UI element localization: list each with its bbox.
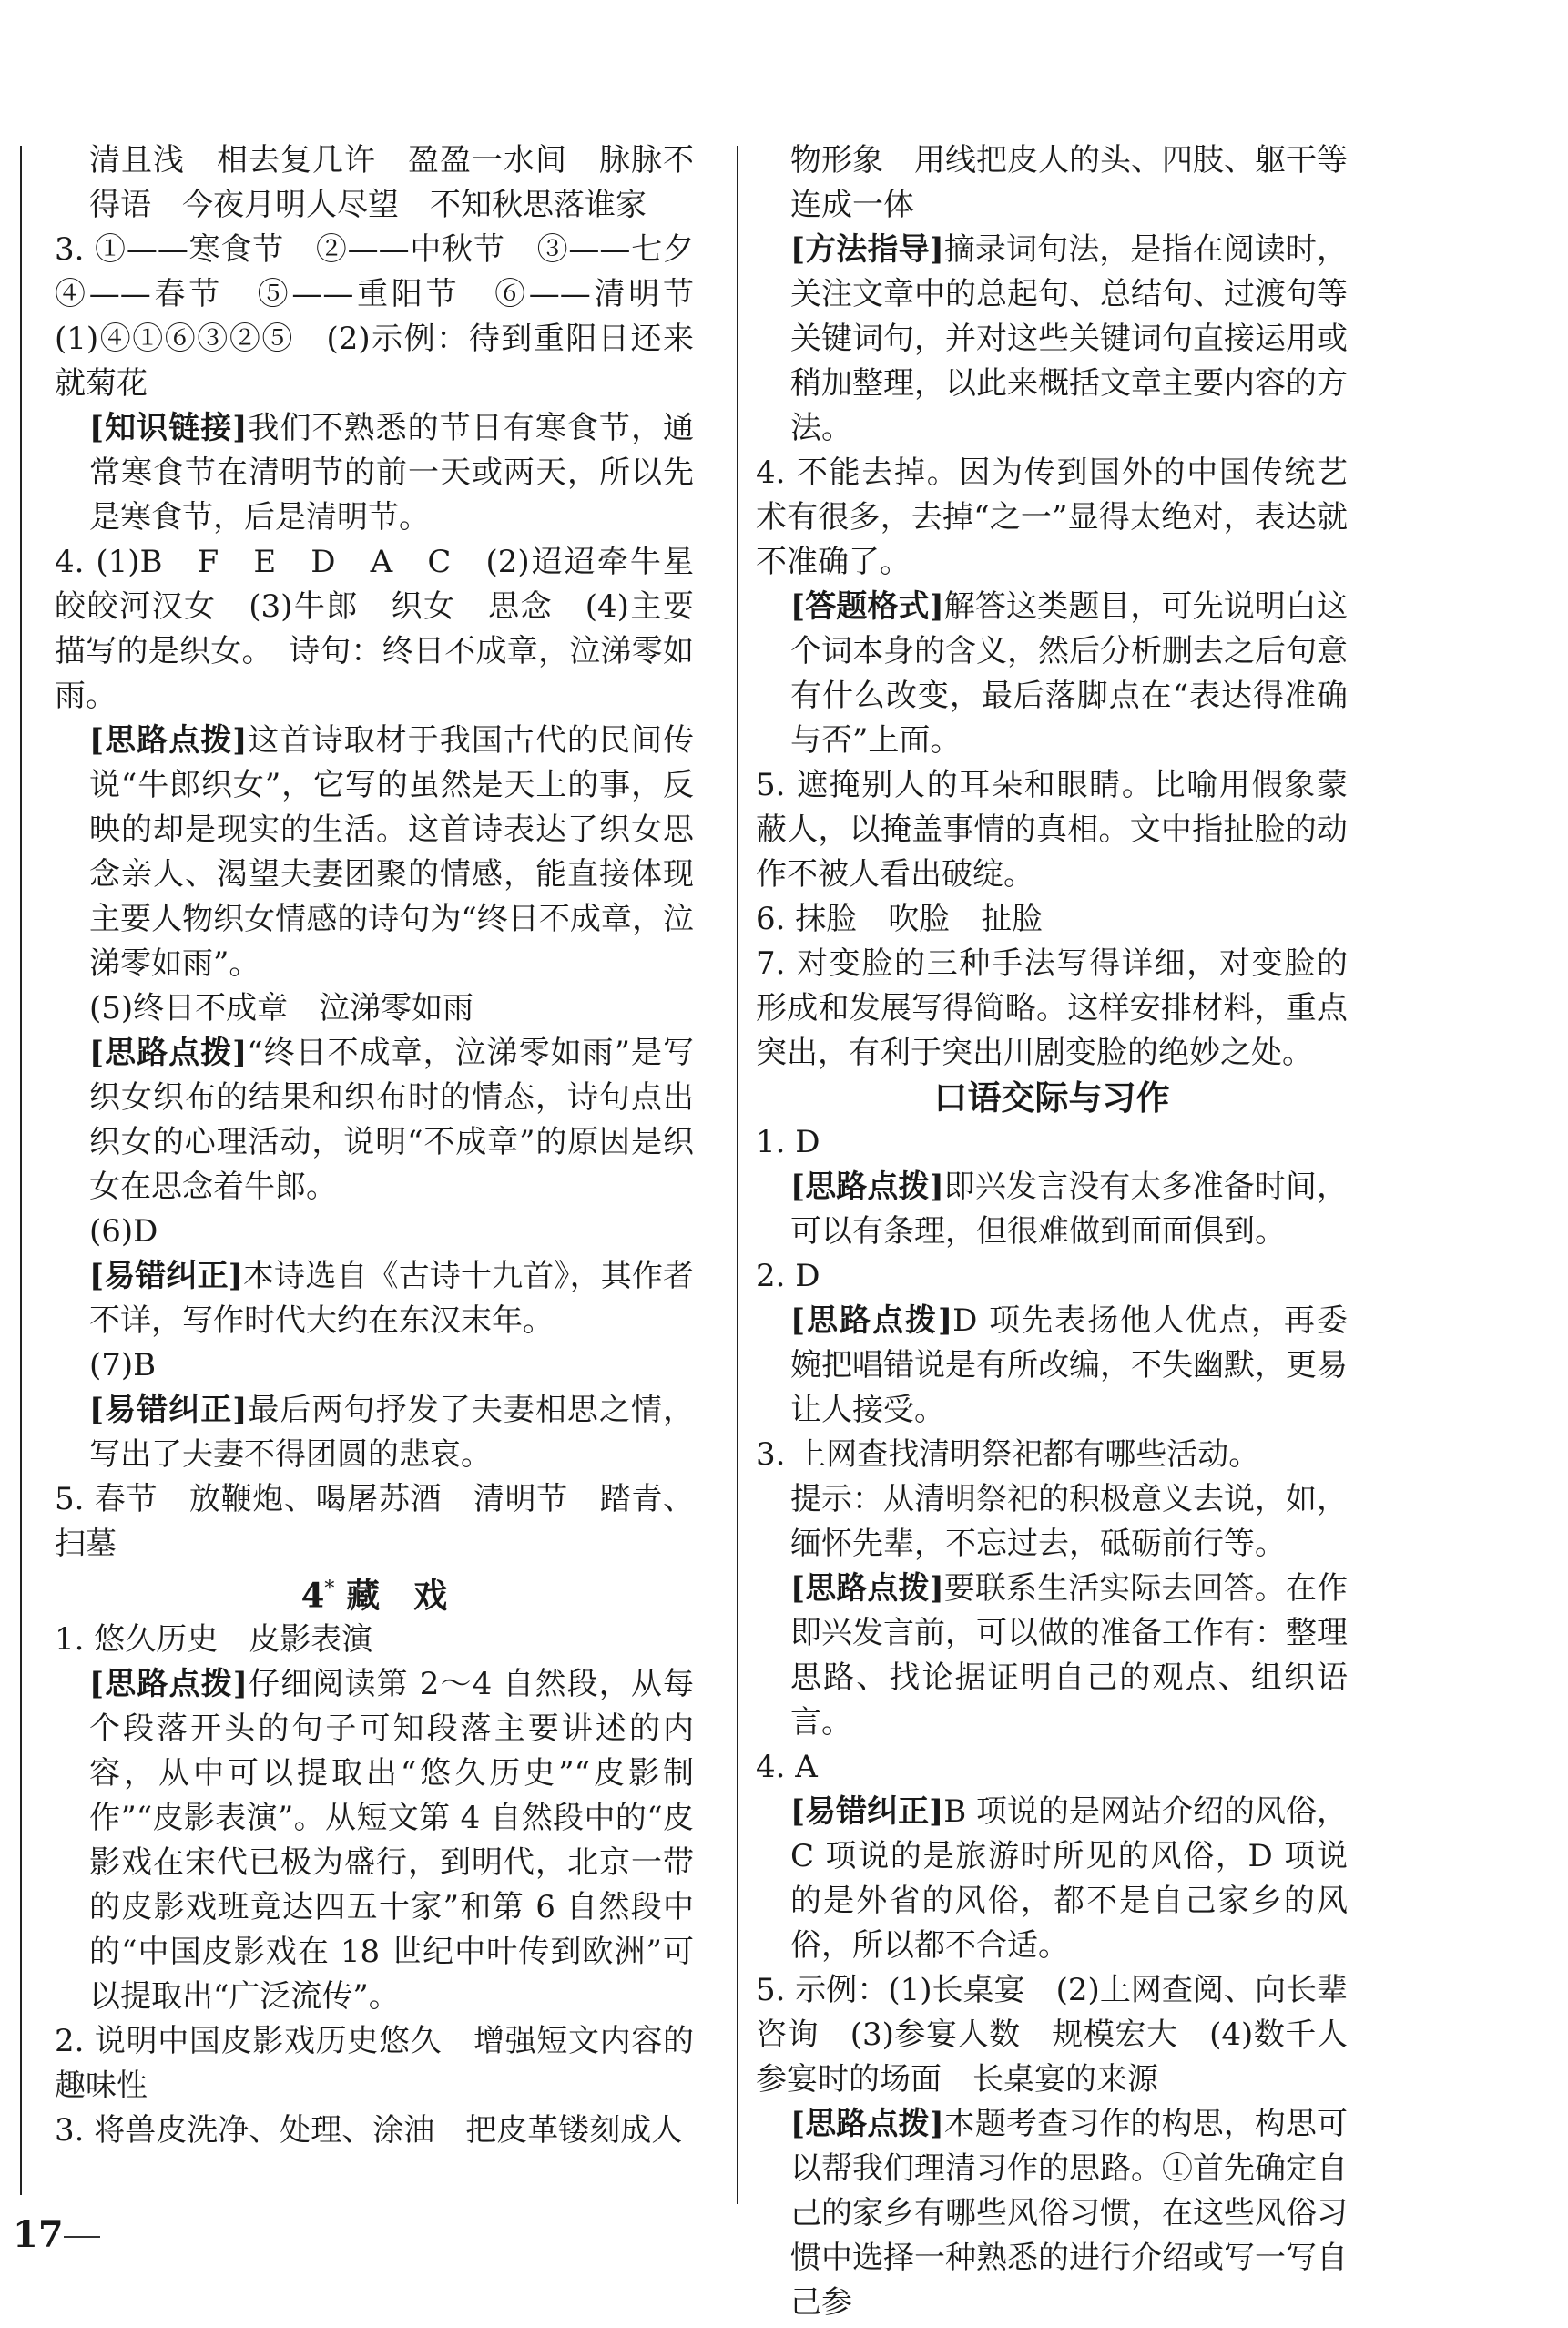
paragraph-text: 这首诗取材于我国古代的民间传说“牛郎织女”，它写的虽然是天上的事，反映的却是现实的生活。这首诗表达了织女思念亲人、渴望夫妻团聚的情感，能直接体现主要人物织女情感的诗句为“终日不成章，泣涕零如雨”。 — [89, 722, 694, 982]
paragraph-text: 最后两句抒发了夫妻相思之情，写出了夫妻不得团圆的悲哀。 — [89, 1392, 694, 1473]
section-title: 口语交际与习作 — [933, 1077, 1170, 1118]
paragraph-text: 3. 上网查找清明祭祀都有哪些活动。 — [756, 1436, 1260, 1473]
note-tag: [思路点拨] — [89, 722, 248, 759]
column-divider — [737, 146, 738, 2204]
paragraph-text: (7)B — [89, 1347, 157, 1384]
answer-item — [55, 540, 725, 719]
answer-item — [756, 763, 1348, 897]
answer-item — [756, 1968, 1348, 2102]
answer-item — [55, 986, 694, 1031]
explanation-paragraph — [756, 2102, 1348, 2325]
note-tag: [思路点拨] — [790, 1169, 944, 1205]
paragraph-text: 3. 将兽皮洗净、处理、涂油 把皮革镂刻成人 — [55, 2112, 683, 2149]
note-tag: [思路点拨] — [89, 1035, 248, 1071]
paragraph-text: (6)D — [89, 1213, 158, 1250]
paragraph-text: 7. 对变脸的三种手法写得详细，对变脸的形成和发展写得简略。这样安排材料，重点突出，有利于突出川剧变脸的绝妙之处。 — [756, 945, 1348, 1071]
answer-item — [55, 2108, 694, 2153]
paragraph-text: (5)终日不成章 泣涕零如雨 — [89, 990, 474, 1026]
answer-item — [55, 138, 694, 228]
note-tag: [思路点拨] — [89, 1666, 248, 1703]
note-tag: [知识链接] — [89, 410, 248, 446]
paragraph-text: 仔细阅读第 2～4 自然段，从每个段落开头的句子可知段落主要讲述的内容，从中可以提取出“悠久历史”“皮影制作”“皮影表演”。从短文第 4 自然段中的“皮影戏在宋代已极为盛行，到明代，北京一带的皮影戏班竟达四五十家”和第 6 自然段中的“中国皮影戏在 18 世纪中叶传到欧洲”可以提取出“广泛流传”。 — [89, 1666, 694, 2016]
answer-item — [756, 942, 1348, 1076]
note-tag: [易错纠正] — [790, 1793, 944, 1830]
paragraph-text: 5. 春节 放鞭炮、喝屠苏酒 清明节 踏青、扫墓 — [55, 1481, 694, 1562]
paragraph-text: 5. 示例：(1)长桌宴 (2)上网查阅、向长辈咨询 (3)参宴人数 规模宏大 (4)数千人参宴时的场面 长桌宴的来源 — [756, 1972, 1348, 2098]
note-tag: [思路点拨] — [790, 1302, 953, 1339]
left-column — [55, 138, 725, 2153]
answer-item — [756, 1433, 1348, 1477]
explanation-paragraph — [55, 406, 694, 540]
paragraph-text: 我们不熟悉的节日有寒食节，通常寒食节在清明节的前一天或两天，所以先是寒食节，后是清明节。 — [89, 410, 694, 536]
left-margin-rule — [20, 146, 22, 2195]
paragraph-text: 本题考查习作的构思，构思可以帮我们理清习作的思路。①首先确定自己的家乡有哪些风俗习惯，在这些风俗习惯中选择一种熟悉的进行介绍或写一写自己参 — [790, 2106, 1348, 2321]
section-number: 4 — [300, 1575, 325, 1616]
note-tag: [思路点拨] — [790, 1570, 944, 1607]
paragraph-text: 1. 悠久历史 皮影表演 — [55, 1621, 373, 1659]
section-title: 藏 戏 — [334, 1575, 448, 1616]
answer-item — [756, 1477, 1348, 1567]
paragraph-text: 物形象 用线把皮人的头、四肢、躯干等连成一体 — [790, 142, 1348, 223]
note-tag: [思路点拨] — [790, 2106, 944, 2142]
section-heading — [55, 1567, 694, 1618]
explanation-paragraph — [756, 228, 1348, 451]
explanation-paragraph — [55, 719, 694, 986]
paragraph-text: 提示：从清明祭祀的积极意义去说，如，缅怀先辈，不忘过去，砥砺前行等。 — [790, 1481, 1348, 1562]
explanation-paragraph — [756, 1299, 1348, 1433]
answer-item — [55, 228, 725, 406]
explanation-paragraph — [55, 1031, 694, 1210]
paragraph-text: 4. 不能去掉。因为传到国外的中国传统艺术有很多，去掉“之一”显得太绝对，表达就不准确了。 — [756, 454, 1348, 580]
paragraph-text: 摘录词句法，是指在阅读时，关注文章中的总起句、总结句、过渡句等关键词句，并对这些关键词句直接运用或稍加整理，以此来概括文章主要内容的方法。 — [790, 231, 1348, 446]
answer-item — [55, 1477, 694, 1567]
answer-item — [55, 1343, 694, 1388]
answer-item — [756, 897, 1348, 942]
paragraph-text: 2. D — [756, 1258, 820, 1294]
page-number: 17 — [13, 2213, 64, 2256]
explanation-paragraph — [55, 1388, 694, 1477]
right-column — [756, 138, 1348, 2325]
note-tag: [方法指导] — [790, 231, 944, 268]
note-tag: [易错纠正] — [89, 1258, 243, 1294]
paragraph-text: 本诗选自《古诗十九首》，其作者不详，写作时代大约在东汉末年。 — [89, 1258, 694, 1339]
answer-item — [756, 1120, 1348, 1165]
answer-item — [55, 1210, 694, 1254]
paragraph-text: 1. D — [756, 1124, 820, 1160]
explanation-paragraph — [756, 1165, 1348, 1254]
answer-item — [55, 2019, 694, 2108]
answer-item — [55, 1618, 694, 1662]
paragraph-text: B 项说的是网站介绍的风俗，C 项说的是旅游时所见的风俗，D 项说的是外省的风俗，都不是自己家乡的风俗，所以都不合适。 — [790, 1793, 1348, 1964]
explanation-paragraph — [756, 585, 1348, 763]
paragraph-text: 2. 说明中国皮影戏历史悠久 增强短文内容的趣味性 — [55, 2023, 694, 2105]
paragraph-text: 4. (1)B F E D A C (2)迢迢牵牛星 皎皎河汉女 (3)牛郎 织女 思念 (4)主要描写的是织女。 诗句：终日不成章，泣涕零如雨。 — [55, 544, 725, 714]
section-heading — [756, 1076, 1348, 1120]
explanation-paragraph — [55, 1662, 694, 2019]
note-tag: [答题格式] — [790, 588, 944, 625]
answer-item — [756, 138, 1348, 228]
answer-item — [756, 1745, 1348, 1790]
explanation-paragraph — [756, 1567, 1348, 1745]
paragraph-text: “终日不成章，泣涕零如雨”是写织女织布的结果和织布时的情态，诗句点出织女的心理活动，说明“不成章”的原因是织女在思念着牛郎。 — [89, 1035, 694, 1205]
note-tag: [易错纠正] — [89, 1392, 248, 1428]
paragraph-text: 要联系生活实际去回答。在作即兴发言前，可以做的准备工作有：整理思路、找论据证明自己的观点、组织语言。 — [790, 1570, 1348, 1741]
explanation-paragraph — [756, 1790, 1348, 1968]
answer-item — [756, 1254, 1348, 1299]
paragraph-text: 解答这类题目，可先说明白这个词本身的含义，然后分析删去之后句意有什么改变，最后落脚点在“表达得准确与否”上面。 — [790, 588, 1348, 759]
paragraph-text: 6. 抹脸 吹脸 扯脸 — [756, 901, 1044, 937]
explanation-paragraph — [55, 1254, 694, 1343]
paragraph-text: D 项先表扬他人优点，再委婉把唱错说是有所改编，不失幽默，更易让人接受。 — [790, 1302, 1348, 1428]
section-star: * — [324, 1578, 335, 1600]
paragraph-text: 5. 遮掩别人的耳朵和眼睛。比喻用假象蒙蔽人，以掩盖事情的真相。文中指扯脸的动作不被人看出破绽。 — [756, 767, 1348, 893]
paragraph-text: 4. A — [756, 1749, 818, 1785]
paragraph-text: 3. ①——寒食节 ②——中秋节 ③——七夕 ④——春节 ⑤——重阳节 ⑥——清明节 (1)④①⑥③②⑤ (2)示例：待到重阳日还来就菊花 — [55, 231, 725, 402]
answer-item — [756, 451, 1348, 585]
footer-rule — [64, 2236, 100, 2238]
paragraph-text: 即兴发言没有太多准备时间，可以有条理，但很难做到面面俱到。 — [790, 1169, 1348, 1250]
paragraph-text: 清且浅 相去复几许 盈盈一水间 脉脉不得语 今夜月明人尽望 不知秋思落谁家 — [89, 142, 694, 223]
